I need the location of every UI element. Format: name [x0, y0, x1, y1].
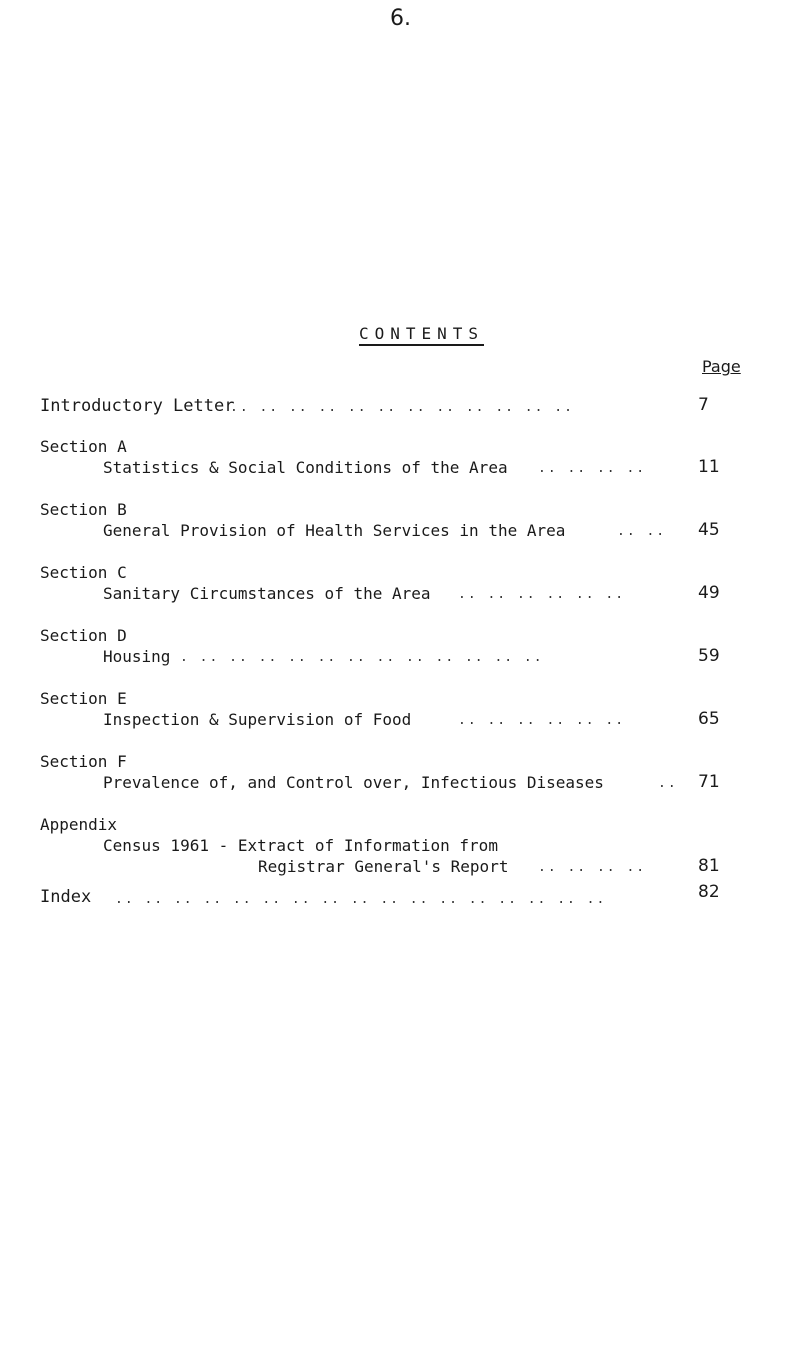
leader-dots: .. .. .. .. .. .. [458, 713, 626, 728]
page-ref: 81 [698, 856, 720, 876]
appendix-label: Appendix [40, 815, 118, 834]
entry-title: Index [40, 887, 92, 907]
leader-dots: .. .. .. .. .. .. .. .. .. .. .. .. [230, 400, 574, 415]
leader-dots: .. .. .. .. .. .. .. .. .. .. .. .. .. .. .. .. .. [115, 892, 607, 907]
leader-dots: .. .. [617, 524, 667, 539]
page-number: 6. [390, 6, 411, 31]
page-ref: 11 [698, 457, 720, 477]
toc-entry-section-b[interactable]: General Provision of Health Services in the Area [103, 521, 566, 540]
section-a-label: Section A [40, 437, 127, 456]
page-ref: 65 [698, 709, 720, 729]
page-column-header: Page [702, 357, 741, 376]
toc-entry-section-e[interactable]: Inspection & Supervision of Food [103, 710, 412, 729]
leader-dots: .. .. .. .. [538, 860, 647, 875]
contents-title: CONTENTS [359, 324, 484, 346]
leader-dots: .. .. .. .. .. .. [458, 587, 626, 602]
section-e-label: Section E [40, 689, 127, 708]
page-ref: 7 [698, 395, 709, 415]
page-ref: 45 [698, 520, 720, 540]
section-b-label: Section B [40, 500, 127, 519]
page-ref: 59 [698, 646, 720, 666]
toc-entry-section-a[interactable]: Statistics & Social Conditions of the Area [103, 458, 508, 477]
toc-entry-section-f[interactable]: Prevalence of, and Control over, Infectious Diseases [103, 773, 604, 792]
leader-dots: .. [658, 776, 678, 791]
page-ref: 71 [698, 772, 720, 792]
toc-entry-section-d[interactable]: Housing [103, 647, 171, 666]
leader-dots: .. .. .. .. [538, 461, 647, 476]
section-d-label: Section D [40, 626, 127, 645]
toc-entry-section-c[interactable]: Sanitary Circumstances of the Area [103, 584, 431, 603]
section-f-label: Section F [40, 752, 127, 771]
leader-dots: . .. .. .. .. .. .. .. .. .. .. .. .. [180, 650, 544, 665]
page-ref: 49 [698, 583, 720, 603]
toc-entry-appendix[interactable]: Census 1961 - Extract of Information from [103, 836, 498, 855]
toc-entry-index[interactable] [40, 887, 91, 907]
page-ref: 82 [698, 882, 720, 902]
toc-entry-introductory-letter[interactable] [40, 396, 234, 416]
entry-title: Introductory Letter [40, 396, 235, 416]
toc-entry-appendix-line2[interactable]: Registrar General's Report [258, 857, 509, 876]
section-c-label: Section C [40, 563, 127, 582]
